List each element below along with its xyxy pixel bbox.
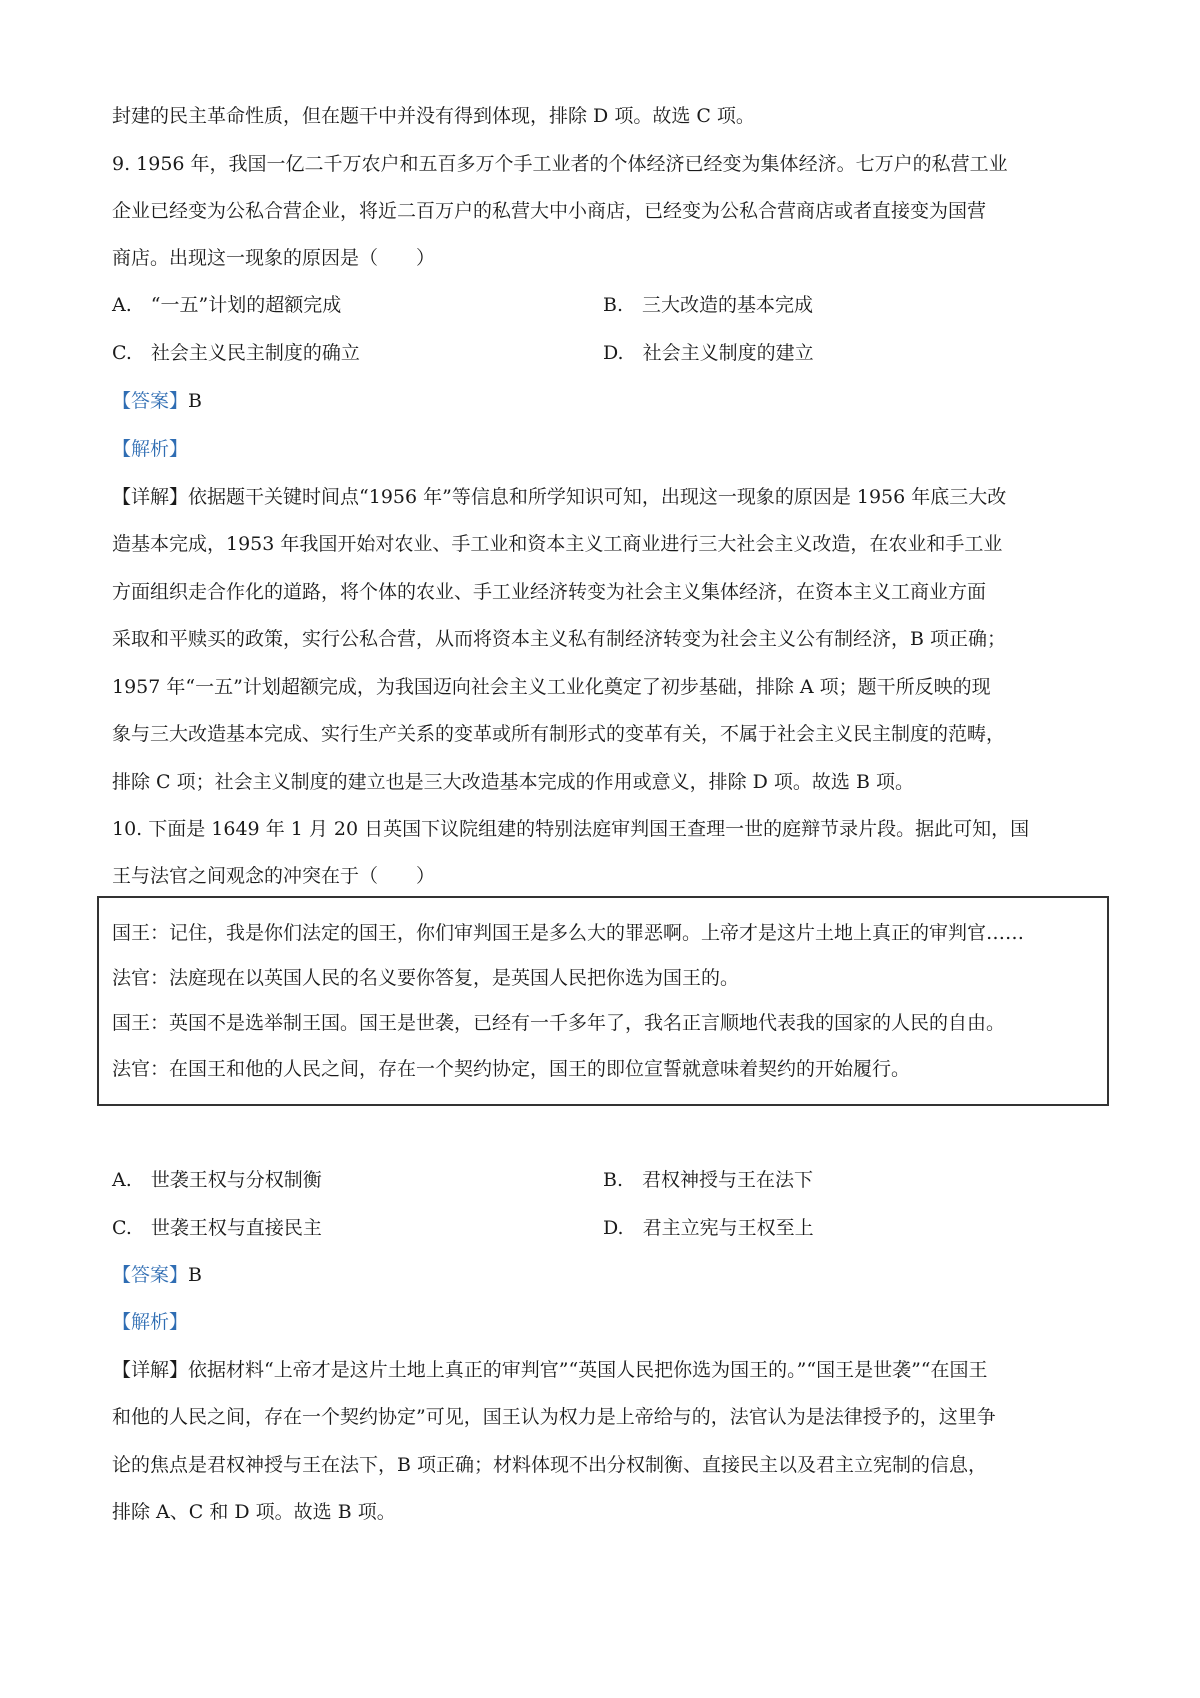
q9-analysis-heading (112, 436, 188, 462)
q9-detail-line-5: 1957 年“一五”计划超额完成，为我国迈向社会主义工业化奠定了初步基础，排除 A 项；题干所反映的现 (112, 676, 991, 698)
q9-answer-tag: 【答案】 (112, 390, 189, 412)
q9-detail-line-4: 采取和平赎买的政策，实行公私合营，从而将资本主义私有制经济转变为社会主义公有制经济，B 项正确； (112, 628, 1007, 650)
q10-quote-line-3: 国王：英国不是选举制王国。国王是世袭，已经有一千多年了，我名正言顺地代表我的国家的人民的自由。 (112, 1012, 1006, 1034)
q10-option-d: D. 君主立宪与王权至上 (603, 1217, 814, 1239)
q10-answer-tag: 【答案】 (112, 1264, 189, 1286)
q10-quote-line-2: 法官：法庭现在以英国人民的名义要你答复，是英国人民把你选为国王的。 (112, 967, 740, 989)
q10-quote-line-1: 国王：记住，我是你们法定的国王，你们审判国王是多么大的罪恶啊。上帝才是这片土地上真正的审判官…… (112, 922, 1025, 944)
q9-stem-line-2: 企业已经变为公私合营企业，将近二百万户的私营大中小商店，已经变为公私合营商店或者直接变为国营 (112, 200, 987, 222)
q10-stem-line-2: 王与法官之间观念的冲突在于（ ） (112, 865, 436, 887)
q9-detail-line-3: 方面组织走合作化的道路，将个体的农业、手工业经济转变为社会主义集体经济，在资本主义工商业方面 (112, 581, 987, 603)
q9-detail-line-6: 象与三大改造基本完成、实行生产关系的变革或所有制形式的变革有关，不属于社会主义民主制度的范畴， (112, 723, 1006, 745)
q10-option-b: B. 君权神授与王在法下 (603, 1169, 814, 1191)
q9-option-c: C. 社会主义民主制度的确立 (112, 342, 360, 364)
q9-option-a: A. “一五”计划的超额完成 (112, 294, 342, 316)
q10-detail-line-3: 论的焦点是君权神授与王在法下，B 项正确；材料体现不出分权制衡、直接民主以及君主立宪制的信息， (112, 1454, 988, 1476)
q10-detail-text-1: 依据材料“上帝才是这片土地上真正的审判官”“英国人民把你选为国王的。”“国王是世袭”“在国王 (188, 1359, 988, 1381)
q9-detail-line-2: 造基本完成，1953 年我国开始对农业、手工业和资本主义工商业进行三大社会主义改造，在农业和手工业 (112, 533, 1003, 555)
prev-explanation-tail: 封建的民主革命性质，但在题干中并没有得到体现，排除 D 项。故选 C 项。 (112, 105, 755, 127)
q9-answer (112, 388, 202, 414)
q9-detail-line-7: 排除 C 项；社会主义制度的建立也是三大改造基本完成的作用或意义，排除 D 项。故选 B 项。 (112, 771, 914, 793)
q9-stem-line-1: 9. 1956 年，我国一亿二千万农户和五百多万个手工业者的个体经济已经变为集体经济。七万户的私营工业 (112, 153, 1008, 175)
q10-option-a: A. 世袭王权与分权制衡 (112, 1169, 322, 1191)
q10-answer-value: B (188, 1264, 202, 1286)
q9-stem-line-3: 商店。出现这一现象的原因是（ ） (112, 247, 436, 269)
q10-detail-line-2: 和他的人民之间，存在一个契约协定”可见，国王认为权力是上帝给与的，法官认为是法律授予的，这里争 (112, 1406, 996, 1428)
q10-detail-tag: 【详解】 (112, 1359, 189, 1381)
q9-answer-value: B (188, 390, 202, 412)
q9-detail-tag: 【详解】 (112, 486, 189, 508)
q10-stem-line-1: 10. 下面是 1649 年 1 月 20 日英国下议院组建的特别法庭审判国王查理一世的庭辩节录片段。据此可知，国 (112, 818, 1030, 840)
q9-option-d: D. 社会主义制度的建立 (603, 342, 814, 364)
q9-option-b: B. 三大改造的基本完成 (603, 294, 814, 316)
q9-detail-text-1: 依据题干关键时间点“1956 年”等信息和所学知识可知，出现这一现象的原因是 1956 年底三大改 (188, 486, 1007, 508)
q10-detail-line-4: 排除 A、C 和 D 项。故选 B 项。 (112, 1501, 396, 1523)
q10-analysis-heading (112, 1309, 188, 1335)
q10-quote-line-4: 法官：在国王和他的人民之间，存在一个契约协定，国王的即位宣誓就意味着契约的开始履行。 (112, 1058, 911, 1080)
q9-detail-line-1 (112, 484, 1006, 510)
q9-analysis-tag: 【解析】 (112, 438, 189, 460)
q10-analysis-tag: 【解析】 (112, 1311, 189, 1333)
q10-answer (112, 1262, 202, 1288)
q10-option-c: C. 世袭王权与直接民主 (112, 1217, 322, 1239)
q10-detail-line-1 (112, 1357, 988, 1383)
